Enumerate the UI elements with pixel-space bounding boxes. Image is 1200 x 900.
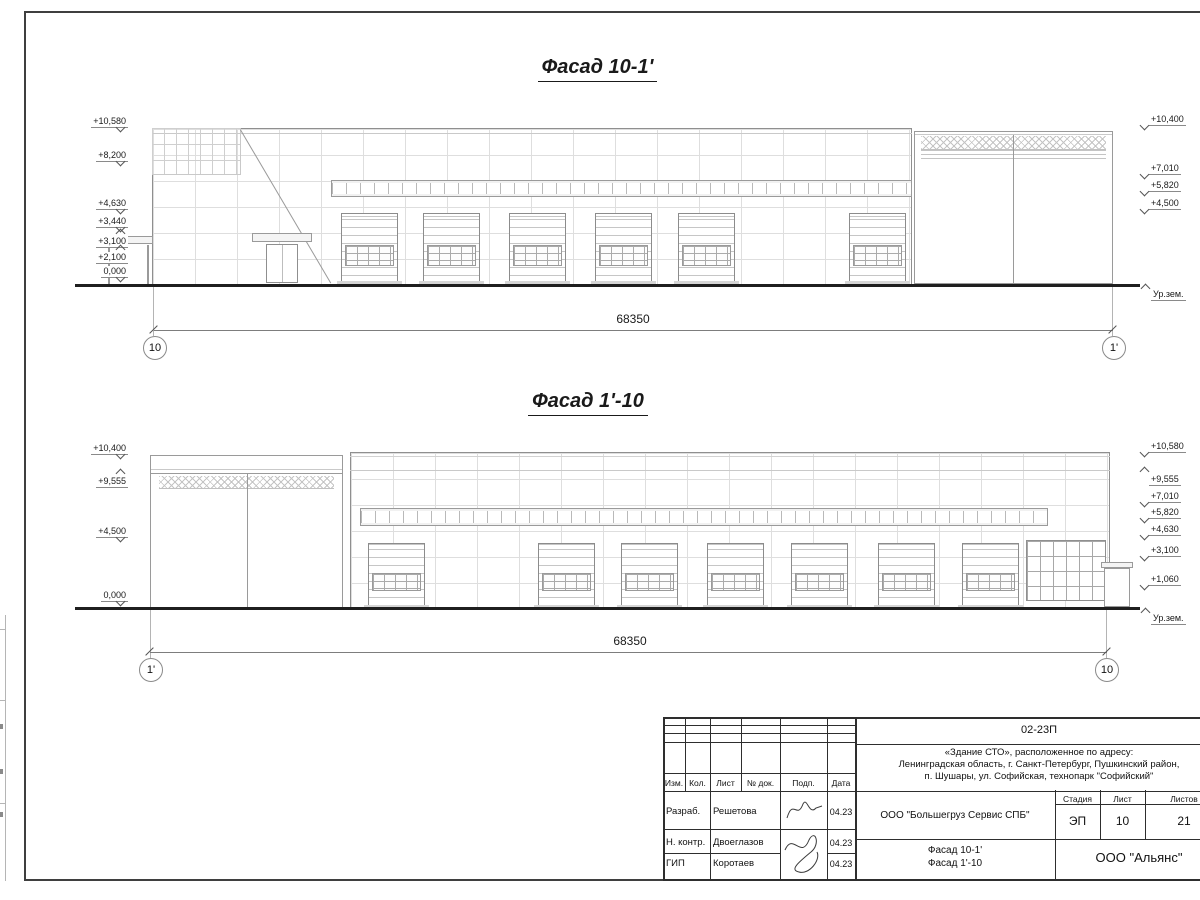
ground-level-label: Ур.зем. xyxy=(1142,289,1200,299)
axis-bubble-1s: 1' xyxy=(1102,336,1126,360)
row-date: 04.23 xyxy=(829,859,853,869)
axis-bubble-10: 10 xyxy=(1095,658,1119,682)
client-name: ООО "Большегруз Сервис СПБ" xyxy=(880,810,1030,821)
doc-code: 02-23П xyxy=(1020,724,1058,736)
sheets-header: Листов xyxy=(1170,794,1198,804)
elevation-mark: +7,010 xyxy=(1140,163,1200,173)
row-date: 04.23 xyxy=(829,807,853,817)
dimension-value: 68350 xyxy=(613,634,647,648)
elevation-mark: 0,000 xyxy=(72,266,128,276)
row-name: Решетова xyxy=(713,806,757,817)
row-date: 04.23 xyxy=(829,838,853,848)
elevation-mark: +9,555 xyxy=(72,476,128,486)
elevation-mark: +4,630 xyxy=(72,198,128,208)
row-role: Н. контр. xyxy=(666,837,706,848)
object-address-line: «Здание СТО», расположенное по адресу: xyxy=(944,747,1134,758)
dimension-value: 68350 xyxy=(616,312,650,326)
stage-value: ЭП xyxy=(1068,814,1087,828)
elevation-mark: +3,100 xyxy=(72,236,128,246)
elevation-mark: +10,400 xyxy=(1140,114,1200,124)
elevation-mark: +3,440 xyxy=(72,216,128,226)
facade-title: Фасад 1'-10 xyxy=(493,390,683,416)
elevation-mark: +10,580 xyxy=(72,116,128,126)
stage-header: Стадия xyxy=(1063,794,1092,804)
elevation-mark: +3,100 xyxy=(1140,545,1200,555)
col-data: Дата xyxy=(831,778,851,788)
signature-scribble xyxy=(783,794,825,826)
elevation-mark: +9,555 xyxy=(1140,474,1200,484)
col-doc: № док. xyxy=(746,778,775,788)
col-kol: Кол. xyxy=(689,778,706,788)
org-name: ООО "Альянс" xyxy=(1095,850,1183,865)
row-role: Разраб. xyxy=(666,806,701,817)
sheet-number: 10 xyxy=(1115,814,1130,828)
sheet-title-line: Фасад 1'-10 xyxy=(927,858,983,869)
elevation-mark: +4,630 xyxy=(1140,524,1200,534)
facade-title: Фасад 10-1' xyxy=(505,56,690,82)
elevation-mark: +10,400 xyxy=(72,443,128,453)
col-izm: Изм. xyxy=(664,778,684,788)
elevation-mark: +5,820 xyxy=(1140,180,1200,190)
elevation-mark: +4,500 xyxy=(72,526,128,536)
col-podp: Подп. xyxy=(792,778,815,788)
col-list: Лист xyxy=(716,778,735,788)
elevation-mark: +4,500 xyxy=(1140,198,1200,208)
object-address-line: Ленинградская область, г. Санкт-Петербург, Пушкинский район, xyxy=(898,759,1180,770)
row-role: ГИП xyxy=(666,858,685,869)
elevation-mark: +7,010 xyxy=(1140,491,1200,501)
row-name: Двоеглазов xyxy=(713,837,764,848)
sheets-total: 21 xyxy=(1177,814,1191,828)
axis-bubble-1s: 1' xyxy=(139,658,163,682)
signature-scribble xyxy=(781,830,827,878)
sheet-header: Лист xyxy=(1113,794,1132,804)
ground-level-label: Ур.зем. xyxy=(1142,613,1200,623)
sheet-title-line: Фасад 10-1' xyxy=(927,845,983,856)
elevation-mark: +5,820 xyxy=(1140,507,1200,517)
elevation-mark: 0,000 xyxy=(72,590,128,600)
row-name: Коротаев xyxy=(713,858,755,869)
elevation-mark: +8,200 xyxy=(72,150,128,160)
elevation-mark: +10,580 xyxy=(1140,441,1200,451)
elevation-mark: +2,100 xyxy=(72,252,128,262)
axis-bubble-10: 10 xyxy=(143,336,167,360)
elevation-mark: +1,060 xyxy=(1140,574,1200,584)
object-address-line: п. Шушары, ул. Софийская, технопарк "Софийский" xyxy=(924,771,1154,782)
